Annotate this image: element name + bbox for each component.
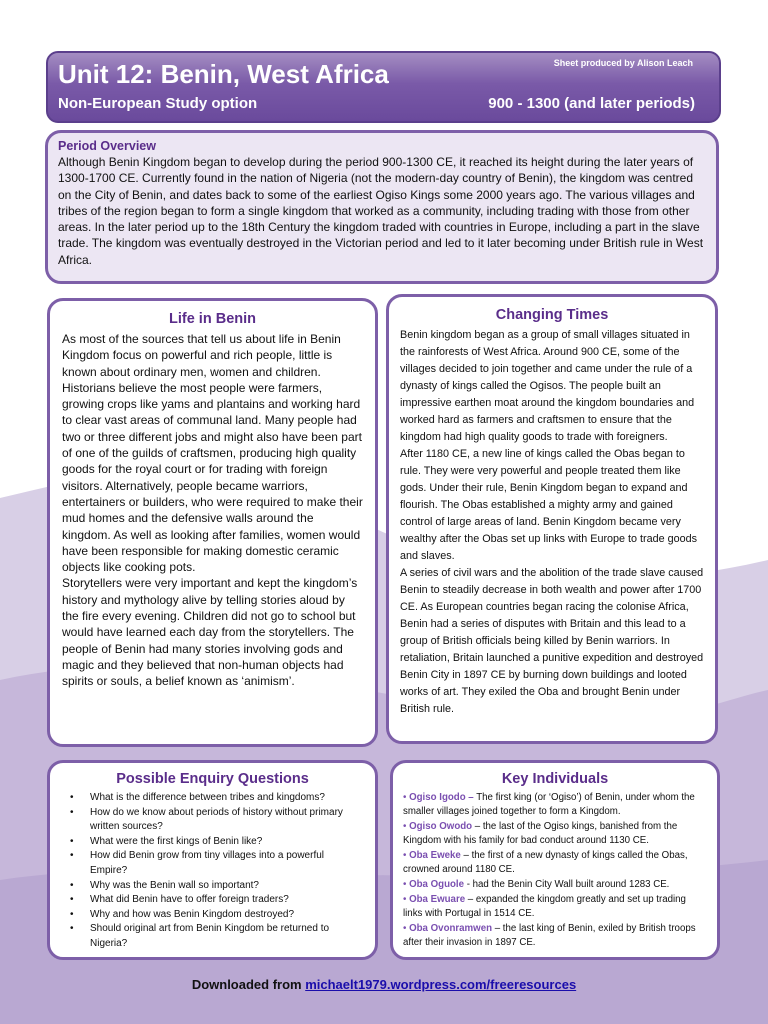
question-text: How do we know about periods of history without primary written sources? [90, 806, 343, 833]
bullet-icon: • [70, 835, 74, 847]
bullet-icon: • [403, 894, 407, 905]
bullet-icon: • [70, 879, 74, 891]
list-item [64, 922, 361, 951]
question-text: What is the difference between tribes and kingdoms? [90, 792, 325, 803]
period-overview-heading: Period Overview [58, 139, 156, 153]
individual-name: Oba Ovonramwen [409, 923, 493, 934]
bullet-icon: • [70, 850, 74, 862]
bullet-icon: • [70, 923, 74, 935]
page-header [46, 51, 721, 123]
list-item [64, 893, 361, 908]
changing-times-box [386, 294, 718, 744]
changing-times-paragraph: Benin kingdom began as a group of small villages situated in the rainforests of West Africa. Around 900 CE, some of the villages decided to join together and came under the rule of a dynasty of kings called the Ogisos. The people built an impressive earthen moat around the kingdom boundaries and worked hard as farmers and craftsmen to ensure that the kingdom had high quality goods to trade with foreigners. [400, 329, 695, 443]
list-item [64, 835, 361, 850]
list-item [64, 849, 361, 878]
changing-times-title: Changing Times [495, 307, 609, 323]
question-text: How did Benin grow from tiny villages into a powerful Empire? [90, 850, 324, 876]
bullet-icon: • [70, 806, 74, 818]
life-in-benin-box [47, 298, 378, 747]
list-item [403, 922, 707, 950]
changing-times-paragraph: After 1180 CE, a new line of kings called the Obas began to rule. They were very powerful and people treated them like gods. Under their rule, Benin Kingdom began to expand and flourish. The Obas established a mighty army and gained control of large areas of land. Benin Kingdom became very wealthy after the Obas set up links with Europe to trade goods and slaves. [400, 448, 698, 562]
bullet-icon: • [403, 879, 407, 890]
list-item [403, 820, 707, 848]
individual-description: – the last of the Ogiso kings, banished from the Kingdom with his family for bad conduct around 1130 CE. [403, 821, 678, 846]
key-individuals-title: Key Individuals [501, 771, 609, 787]
list-item [64, 806, 361, 835]
key-individuals-box [390, 760, 720, 960]
individual-description: The first king (or ‘Ogiso’) of Benin, under whom the smaller villages joined together to form a Kingdom. [403, 792, 695, 817]
life-in-benin-paragraph: Storytellers were very important and kept the kingdom’s history and mythology alive by telling stories aloud by the fire every evening. Children did not go to school but would have learned each day from the storytellers. The people of Benin had many stories involving gods and magic and they believed that non-human objects had spirits or souls, a belief known as ‘animism’. [62, 576, 358, 689]
bullet-icon: • [403, 923, 407, 934]
bullet-icon: • [403, 850, 407, 861]
individual-name: Ogiso Owodo [409, 821, 473, 832]
list-item [403, 849, 707, 877]
individual-description: - had the Benin City Wall built around 1283 CE. [464, 879, 670, 890]
bullet-icon: • [70, 908, 74, 920]
enquiry-questions-title: Possible Enquiry Questions [116, 771, 309, 787]
individual-name: Oba Oguole [409, 879, 465, 890]
key-individuals-list [403, 791, 707, 950]
list-item [403, 878, 707, 892]
individual-name: Oba Eweke [409, 850, 461, 861]
list-item [64, 879, 361, 894]
list-item [403, 791, 707, 819]
individual-description: – the last king of Benin, exiled by British troops after their invasion in 1897 CE. [403, 923, 696, 948]
resources-link[interactable]: michaelt1979.wordpress.com/freeresources [305, 977, 577, 992]
bullet-icon: • [403, 821, 407, 832]
question-text: Why was the Benin wall so important? [90, 879, 259, 891]
bullet-icon: • [70, 894, 74, 906]
question-text: What were the first kings of Benin like? [90, 835, 263, 847]
enquiry-questions-list [64, 791, 361, 952]
question-text: Should original art from Benin Kingdom be returned to Nigeria? [90, 923, 330, 949]
question-text: Why and how was Benin Kingdom destroyed? [90, 908, 295, 920]
life-in-benin-title: Life in Benin [169, 311, 256, 327]
individual-name: Oba Ewuare [409, 894, 466, 905]
question-text: What did Benin have to offer foreign traders? [90, 894, 289, 906]
changing-times-paragraph: A series of civil wars and the abolition of the trade slave caused Benin to steadily decrease in both wealth and power after 1700 CE. As European countries began racing the colonise Africa, Benin had a series of disputes with Britain and this lead to a group of British officials being killed by Benin warriors. In retaliation, Britain launched a punitive expedition and destroyed Benin City in 1897 CE by burning down buildings and looted works of art. They exiled the Oba and brought Benin under British rule. [400, 567, 704, 715]
bullet-icon: • [403, 792, 407, 803]
list-item [64, 791, 361, 806]
period-dates: 900 - 1300 (and later periods) [488, 95, 695, 112]
bullet-icon: • [70, 792, 74, 803]
download-footer [0, 977, 768, 992]
individual-name: Ogiso Igodo – [409, 792, 474, 803]
period-overview-box [45, 130, 719, 284]
individual-description: – expanded the kingdom greatly and set up trading links with Portugal in 1514 CE. [403, 894, 686, 919]
enquiry-questions-box [47, 760, 378, 960]
page-subtitle: Non-European Study option [58, 95, 258, 112]
life-in-benin-paragraph: As most of the sources that tell us about life in Benin Kingdom focus on powerful and rich people, little is known about ordinary men, women and children. Historians believe the most people were farmers, growing crops like yams and plantains and working hard to clear vast areas of communal land. Many people had two or three different jobs and might also have been part of one of the guilds of craftsmen, producing high quality goods for the royal court or for trading with foreign visitors. Alternatively, people became warriors, entertainers or builders, who were required to make their mud homes and the defensive walls around the kingdom. As well as looking after families, women would have been responsible for making domestic ceramic objects like cooking pots. [62, 332, 363, 575]
list-item [403, 893, 707, 921]
sheet-credit: Sheet produced by Alison Leach [553, 58, 693, 68]
period-overview-text: Although Benin Kingdom began to develop during the period 900-1300 CE, it reached its height during the later years of 1300-1700 CE. Currently found in the nation of Nigeria (not the modern-day country of Benin), the kingdom was centred on the City of Benin, and dates back to some of the earliest Ogiso Kings some 2000 years ago. The various villages and tribes of the region began to form a single kingdom that worked as a community, including trading with those from other areas. In the later period up to the 18th Century the kingdom traded with countries in Europe, including a part in the slave trade. The kingdom was eventually destroyed in the Victorian period and led to it later becoming under British rule in West Africa. [58, 155, 704, 267]
individual-description: – the first of a new dynasty of kings called the Obas, crowned around 1180 CE. [403, 850, 688, 875]
footer-prefix: Downloaded from [191, 977, 306, 992]
list-item [64, 908, 361, 923]
page-title: Unit 12: Benin, West Africa [58, 59, 389, 89]
